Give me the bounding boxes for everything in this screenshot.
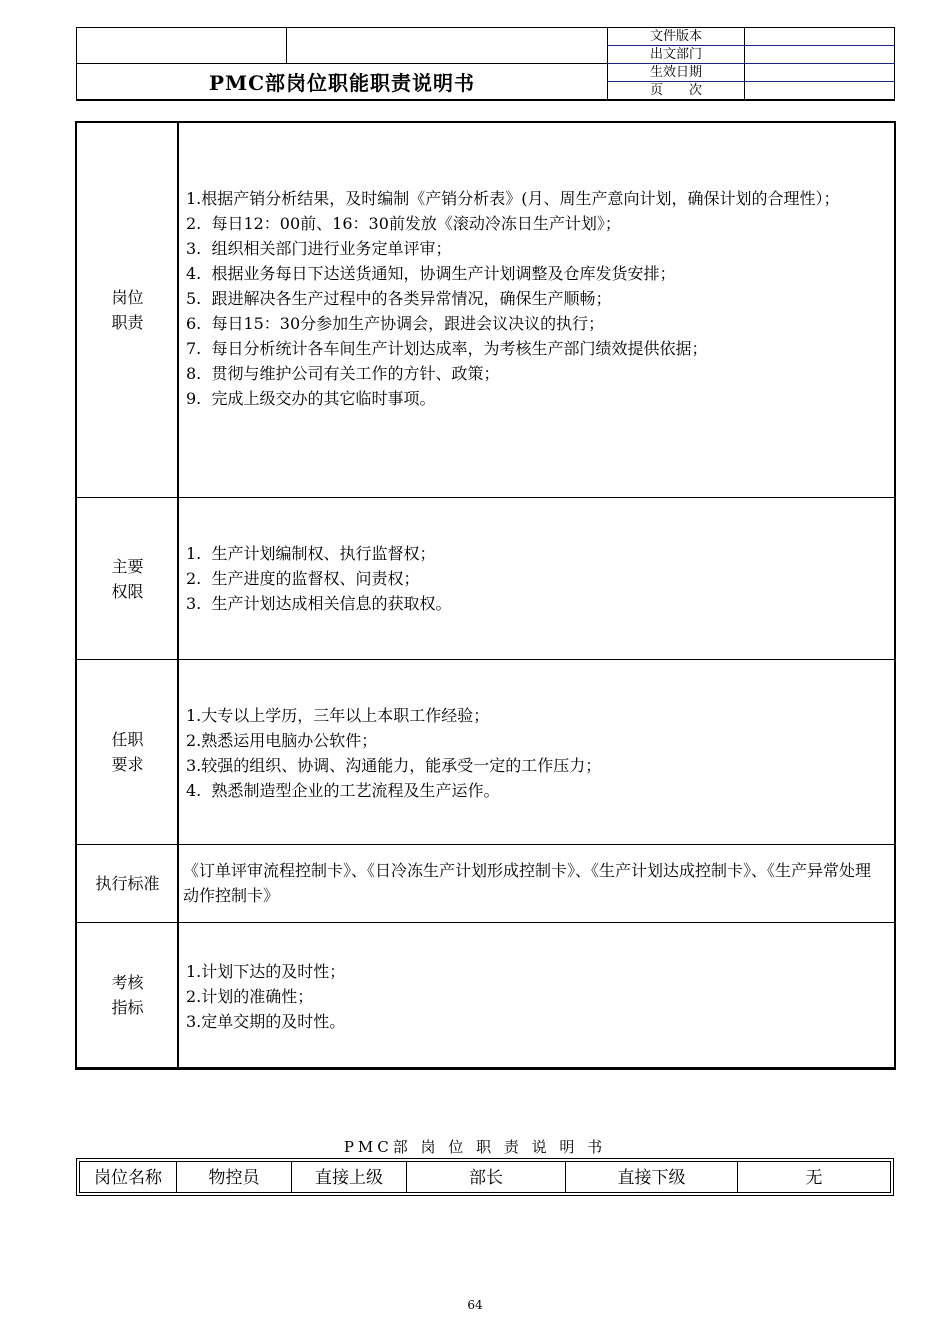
page-number: 64 — [467, 1298, 483, 1312]
list-item: 1. 生产计划编制权、执行监督权； — [186, 544, 436, 563]
list-item: 7. 每日分析统计各车间生产计划达成率，为考核生产部门绩效提供依据； — [186, 339, 708, 358]
requirements-list — [186, 703, 890, 803]
cell-position-name-value: 物控员 — [208, 1168, 260, 1188]
meta-label-effective-date: 生效日期 — [649, 65, 702, 80]
meta-value-version — [745, 28, 893, 45]
kpi-list — [186, 959, 890, 1034]
list-item: 4. 熟悉制造型企业的工艺流程及生产运作。 — [186, 781, 500, 800]
list-item: 2. 计划的准确性； — [186, 987, 314, 1006]
list-item: 5. 跟进解决各生产过程中的各类异常情况，确保生产顺畅； — [186, 289, 612, 308]
list-item: 3. 定单交期的及时性。 — [186, 1012, 346, 1031]
meta-value-effective-date — [745, 64, 893, 81]
document-title: PMC部岗位职能职责说明书 — [208, 71, 476, 95]
cell-subordinate-value: 无 — [805, 1168, 823, 1188]
list-item: 2. 每日12：00前、16：30前发放《滚动冷冻日生产计划》； — [186, 214, 621, 233]
cell-position-name-label: 岗位名称 — [94, 1168, 162, 1188]
cell-subordinate-label: 直接下级 — [617, 1168, 686, 1188]
section-label-standards: 执行标准 — [95, 874, 160, 893]
list-item: 6. 每日15：30分参加生产协调会，跟进会议决议的执行； — [186, 314, 605, 333]
list-item: 3. 组织相关部门进行业务定单评审； — [186, 239, 452, 258]
meta-value-department — [745, 46, 893, 63]
list-item: 2. 生产进度的监督权、问责权； — [186, 569, 420, 588]
list-item: 3. 生产计划达成相关信息的获取权。 — [186, 594, 452, 613]
list-item: 1. 根据产销分析结果，及时编制《产销分析表》(月、周生产意向计划，确保计划的合理性）； — [186, 189, 840, 208]
section-label-authority: 主要 权限 — [111, 556, 144, 601]
meta-label-page: 页 次 — [649, 83, 702, 98]
list-item: 3. 较强的组织、协调、沟通能力，能承受一定的工作压力； — [186, 756, 602, 775]
list-item: 9. 完成上级交办的其它临时事项。 — [186, 389, 436, 408]
meta-value-page — [745, 82, 893, 99]
cell-superior-label: 直接上级 — [315, 1168, 383, 1188]
footer-title: PMC部 岗 位 职 责 说 明 书 — [343, 1138, 607, 1156]
duties-list — [186, 186, 890, 411]
section-label-kpi: 考核 指标 — [111, 973, 144, 1017]
meta-label-version: 文件版本 — [649, 29, 702, 44]
section-label-duties: 岗位 职责 — [111, 288, 144, 332]
standards-text: 《订单评审流程控制卡》、《日冷冻生产计划形成控制卡》、《生产计划达成控制卡》、《生产异常处理动作控制卡》 — [183, 861, 872, 905]
list-item: 4. 根据业务每日下达送货通知，协调生产计划调整及仓库发货安排； — [186, 264, 676, 283]
cell-superior-value: 部长 — [469, 1168, 503, 1188]
section-label-requirements: 任职 要求 — [111, 730, 144, 774]
list-item: 1. 大专以上学历，三年以上本职工作经验； — [186, 706, 490, 725]
list-item: 2. 熟悉运用电脑办公软件； — [186, 731, 378, 750]
list-item: 8. 贯彻与维护公司有关工作的方针、政策； — [186, 364, 500, 383]
list-item: 1. 计划下达的及时性； — [186, 962, 346, 981]
meta-label-department: 出文部门 — [649, 47, 702, 62]
authority-list — [186, 541, 890, 616]
